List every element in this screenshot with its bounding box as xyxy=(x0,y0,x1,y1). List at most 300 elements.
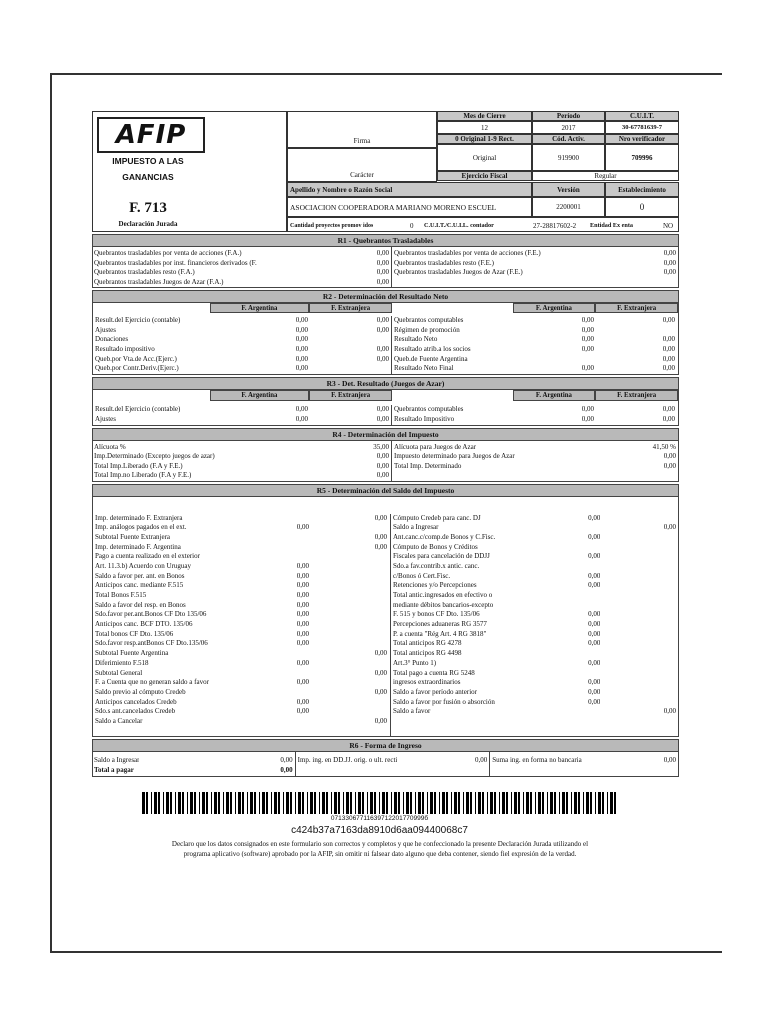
row-label: F. a Cuenta que no generan saldo a favor xyxy=(95,678,209,687)
barcode-bar xyxy=(199,792,200,814)
mes-cierre-label: Mes de Cierre xyxy=(437,111,532,121)
row-label: Sdo.favor resp.antBonos CF Dto.135/06 xyxy=(95,639,208,648)
row-label: Cómputo de Bonos y Créditos xyxy=(393,542,478,551)
barcode-bar xyxy=(314,792,316,814)
cuit-contador-label: C.U.I.T./C.U.I.L. contador xyxy=(424,222,494,229)
r3-title: R3 - Det. Resultado (Juegos de Azar) xyxy=(92,377,679,390)
row-value-total xyxy=(600,688,678,698)
barcode-bar xyxy=(262,792,265,814)
row-value: 0,00 xyxy=(376,471,389,479)
row-value: 0,00 xyxy=(663,268,676,276)
row-label: P. a cuenta "Rég Art. 4 RG 3818" xyxy=(393,629,487,638)
barcode-bar xyxy=(598,792,601,814)
row-value-total: 0,00 xyxy=(374,513,387,522)
row-value-partial: 0,00 xyxy=(296,639,309,648)
r6-body xyxy=(92,752,679,777)
row-value-total xyxy=(309,630,389,640)
form-row xyxy=(392,364,678,374)
r3-right-col xyxy=(392,405,678,424)
row-label: Pago a cuenta realizado en el exterior xyxy=(95,552,200,561)
form-row xyxy=(93,326,391,336)
form-row xyxy=(93,620,390,630)
barcode-bar xyxy=(463,792,464,814)
form-row xyxy=(93,562,390,572)
form-row xyxy=(93,543,390,553)
periodo-value: 2017 xyxy=(532,121,605,134)
row-label: Total Bonos F.515 xyxy=(95,591,147,599)
barcode-bar xyxy=(526,792,529,814)
r4-left-col xyxy=(93,441,392,481)
barcode-bar xyxy=(242,792,244,814)
form-row xyxy=(93,364,391,374)
barcode-bar xyxy=(142,792,145,814)
barcode-bar xyxy=(346,792,349,814)
r1-right-col xyxy=(392,247,678,287)
form-row xyxy=(93,649,390,659)
barcode-bar xyxy=(403,792,404,814)
nro-verif-label: Nro verificador xyxy=(605,134,679,144)
row-value-arg: 0,00 xyxy=(295,405,308,414)
disclaimer-line-2: programa aplicativo (software) aprobado por la AFIP, sin omitir ni falsear dato alguno que deba contener, siendo fiel expresión de la verdad. xyxy=(183,850,577,858)
r2-rows xyxy=(93,313,678,374)
row-value-arg: 0,00 xyxy=(581,316,594,324)
row-label: Quebrantos trasladables Juegos de Azar (F.A.) xyxy=(94,277,224,286)
row-label: c/Bonos ó Cert.Fisc. xyxy=(393,571,451,580)
form-row xyxy=(391,552,678,562)
version-value: 2200001 xyxy=(532,197,605,217)
form-header xyxy=(92,111,679,232)
barcode-bar xyxy=(547,792,548,814)
row-value: 0,00 xyxy=(376,249,389,257)
row-label: Queb.por Contr.Deriv.(Ejerc.) xyxy=(95,364,179,373)
row-value-arg: 0,00 xyxy=(581,364,594,373)
barcode-bar xyxy=(410,792,412,814)
row-label: F. 515 y bonos CF Dto. 135/06 xyxy=(393,610,480,619)
barcode-bar xyxy=(559,792,560,814)
barcode-bar xyxy=(247,792,248,814)
barcode-bar xyxy=(562,792,565,814)
header-bottom-row xyxy=(287,217,679,232)
row-value-total: 0,00 xyxy=(374,716,387,725)
form-row xyxy=(391,523,678,533)
form-row xyxy=(93,335,391,345)
row-value-partial xyxy=(546,591,600,601)
row-value-partial: 0,00 xyxy=(588,513,601,522)
row-label: Subtotal General xyxy=(95,668,143,677)
form-row xyxy=(93,630,390,640)
r2-col-ext-left: F. Extranjera xyxy=(309,303,392,313)
row-label: Resultado Neto Final xyxy=(394,364,454,373)
row-value-total xyxy=(309,698,389,708)
row-value: 0,00 xyxy=(376,277,389,286)
form-row xyxy=(394,259,676,269)
form-row xyxy=(94,249,389,259)
form-row xyxy=(94,452,389,462)
barcode-bar xyxy=(238,792,241,814)
row-value-partial: 0,00 xyxy=(588,620,601,629)
barcode-bar xyxy=(454,792,457,814)
form-row xyxy=(391,649,678,659)
barcode-bar xyxy=(350,792,352,814)
barcode-bar xyxy=(331,792,332,814)
barcode-bar xyxy=(586,792,589,814)
r6-saldo-cell xyxy=(93,752,296,776)
row-label: Total anticipos RG 4278 xyxy=(393,639,462,648)
row-value-total xyxy=(600,630,678,640)
row-value-partial: 0,00 xyxy=(588,571,601,580)
row-label: Ajustes xyxy=(95,325,116,334)
row-value-total xyxy=(309,552,389,562)
row-value-partial xyxy=(546,669,600,679)
firma-label: Firma xyxy=(353,137,371,145)
cod-activ-label: Cód. Activ. xyxy=(532,134,605,144)
r2-left-col xyxy=(93,316,392,374)
row-value-partial: 0,00 xyxy=(588,532,601,541)
r6-total-value: 0,00 xyxy=(280,765,293,774)
barcode-bar xyxy=(430,792,433,814)
barcode-bar xyxy=(571,792,572,814)
row-label: Quebrantos computables xyxy=(394,405,464,414)
row-label: Art. 11.3.b) Acuerdo con Uruguay xyxy=(95,561,191,570)
barcode-bar xyxy=(439,792,440,814)
barcode-bar xyxy=(538,792,541,814)
row-value-arg: 0,00 xyxy=(295,354,308,363)
r2-col-arg-right: F. Argentina xyxy=(513,303,596,313)
row-value-total: 0,00 xyxy=(374,542,387,551)
establecimiento-label: Establecimiento xyxy=(605,182,679,197)
barcode-bar xyxy=(326,792,328,814)
barcode-bar xyxy=(542,792,544,814)
tax-title-line-2: GANANCIAS xyxy=(122,172,174,182)
barcode-bar xyxy=(290,792,292,814)
form-row xyxy=(93,698,390,708)
row-value: 0,00 xyxy=(663,258,676,267)
row-label: Quebrantos trasladables resto (F.E.) xyxy=(393,258,494,267)
row-value-partial: 0,00 xyxy=(296,678,309,687)
barcode-bar xyxy=(223,792,224,814)
barcode-bar xyxy=(518,792,520,814)
form-row xyxy=(94,268,389,278)
row-value-total xyxy=(309,678,389,688)
barcode-bar xyxy=(602,792,604,814)
barcode-bar xyxy=(487,792,488,814)
row-value-ext: 0,00 xyxy=(662,316,675,324)
row-value-partial xyxy=(546,601,600,611)
row-value-total: 0,00 xyxy=(374,649,387,658)
barcode-bar xyxy=(466,792,469,814)
barcode-bar xyxy=(343,792,344,814)
row-label: Sdo.s ant.cancelados Credeb xyxy=(95,707,176,716)
form-row xyxy=(94,278,389,288)
row-value-partial xyxy=(253,514,309,524)
row-value-partial: 0,00 xyxy=(296,697,309,706)
barcode-bar xyxy=(475,792,476,814)
form-row xyxy=(391,591,678,601)
barcode-bar xyxy=(338,792,340,814)
row-value-total xyxy=(600,514,678,524)
barcode-bar xyxy=(254,792,256,814)
row-label: Fiscales para cancelación de DDJJ xyxy=(393,552,490,561)
row-value-partial: 0,00 xyxy=(588,552,601,561)
form-row xyxy=(391,707,678,717)
row-label: Diferimiento F.518 xyxy=(95,658,149,667)
row-label: Saldo a favor del resp. en Bonos xyxy=(95,600,186,609)
ejercicio-label: Ejercicio Fiscal xyxy=(437,171,532,181)
row-value-total xyxy=(600,572,678,582)
row-label: Imp. análogos pagados en el ext. xyxy=(95,523,187,532)
row-value: 0,00 xyxy=(376,268,389,276)
row-value: 41,50 % xyxy=(652,442,676,451)
barcode-bar xyxy=(214,792,217,814)
row-value-partial: 0,00 xyxy=(296,571,309,580)
row-label: Alícuota % xyxy=(94,442,126,451)
row-value-total xyxy=(600,620,678,630)
barcode-bar xyxy=(206,792,208,814)
form-row xyxy=(391,572,678,582)
row-label: ingresos extraordinarios xyxy=(393,678,461,687)
form-row xyxy=(392,326,678,336)
row-value-ext: 0,00 xyxy=(376,414,389,423)
barcode-bar xyxy=(211,792,212,814)
form-row xyxy=(93,639,390,649)
r5-body xyxy=(92,497,679,737)
row-value-ext: 0,00 xyxy=(376,354,389,363)
barcode-bar xyxy=(163,792,164,814)
r6-imp-value: 0,00 xyxy=(475,755,488,764)
barcode-number: 07133067711639712201770999б xyxy=(330,815,429,822)
row-label: Imp. determinado F. Extranjera xyxy=(95,513,183,522)
form-row xyxy=(93,669,390,679)
row-value-total xyxy=(309,707,389,717)
row-label: Alícuota para Juegos de Azar xyxy=(393,442,477,451)
row-value-ext: 0,00 xyxy=(662,364,675,373)
form-row xyxy=(391,620,678,630)
form-row xyxy=(93,688,390,698)
barcode-bar xyxy=(382,792,385,814)
barcode-bar xyxy=(322,792,325,814)
barcode-bar xyxy=(158,792,160,814)
row-label: Result.del Ejercicio (contable) xyxy=(95,405,181,414)
barcode-bar xyxy=(574,792,577,814)
r6-imp-cell xyxy=(296,752,491,776)
r2-right-col xyxy=(392,316,678,374)
form-row xyxy=(391,562,678,572)
form-row xyxy=(392,335,678,345)
row-value-total xyxy=(309,581,389,591)
r4-right-col xyxy=(392,441,678,481)
form-row xyxy=(93,678,390,688)
barcode-bar xyxy=(178,792,181,814)
row-value-ext: 0,00 xyxy=(662,335,675,344)
r4-title: R4 - Determinación del Impuesto xyxy=(92,428,679,441)
barcode-bar xyxy=(458,792,460,814)
barcode-bar xyxy=(374,792,376,814)
r5-title: R5 - Determinación del Saldo del Impuesto xyxy=(92,484,679,497)
barcode-bar xyxy=(226,792,229,814)
row-label: Result.del Ejercicio (contable) xyxy=(95,316,181,324)
row-label: Quebrantos trasladables Juegos de Azar (F.E.) xyxy=(393,268,523,276)
version-label: Versión xyxy=(532,182,605,197)
r3-left-col xyxy=(93,405,392,424)
row-value: 0,00 xyxy=(663,461,676,470)
form-row xyxy=(93,591,390,601)
barcode-bar xyxy=(434,792,436,814)
form-row xyxy=(94,471,389,481)
form-row xyxy=(391,639,678,649)
barcode-bar xyxy=(250,792,253,814)
establecimiento-value: 0 xyxy=(605,197,679,217)
row-value-partial: 0,00 xyxy=(296,707,309,716)
form-row xyxy=(391,698,678,708)
row-value-partial xyxy=(253,649,309,659)
form-row xyxy=(93,316,391,326)
barcode-bar xyxy=(194,792,196,814)
row-label: Resultado atrib.a los socios xyxy=(394,345,471,354)
form-row xyxy=(93,415,391,425)
form-row xyxy=(93,355,391,365)
form-row xyxy=(391,514,678,524)
r4-body xyxy=(92,441,679,482)
row-label: Ant.canc.c/comp.de Bonos y C.Fisc. xyxy=(393,532,496,541)
form-row xyxy=(93,581,390,591)
row-label: mediante débitos bancarios-excepto xyxy=(393,600,494,609)
row-label: Cómputo Credeb para canc. DJ xyxy=(393,513,481,522)
barcode-bar xyxy=(379,792,380,814)
r2-column-headers xyxy=(93,303,678,313)
barcode-bar xyxy=(274,792,277,814)
row-value-arg xyxy=(513,355,596,365)
row-value-partial xyxy=(253,669,309,679)
row-label: Quebrantos trasladables por venta de acciones (F.A.) xyxy=(94,249,242,257)
row-label: Imp. determinado F. Argentina xyxy=(95,542,181,551)
form-row xyxy=(93,345,391,355)
row-value-ext xyxy=(596,326,677,336)
row-value-partial: 0,00 xyxy=(296,600,309,609)
form-row xyxy=(94,462,389,472)
barcode-bar xyxy=(494,792,496,814)
barcode-bar xyxy=(422,792,424,814)
row-value-partial xyxy=(253,717,309,727)
form-row xyxy=(394,443,676,453)
form-row xyxy=(391,630,678,640)
row-value-total xyxy=(600,562,678,572)
mes-cierre-value: 12 xyxy=(437,121,532,134)
barcode-bar xyxy=(307,792,308,814)
row-label: Anticipos cancelados Credeb xyxy=(95,697,177,706)
r5-right-col xyxy=(391,514,678,736)
row-value-total xyxy=(600,533,678,543)
r3-col-ext-left: F. Extranjera xyxy=(309,390,392,401)
r3-rows xyxy=(93,401,678,424)
cant-proy-label: Cantidad proyectos promov idos xyxy=(290,223,374,229)
row-value-ext: 0,00 xyxy=(376,316,389,324)
barcode-bar xyxy=(398,792,400,814)
row-value-partial: 0,00 xyxy=(588,687,601,696)
r3-column-headers xyxy=(93,390,678,401)
row-value-total xyxy=(309,620,389,630)
barcode-bar xyxy=(554,792,556,814)
row-value-partial xyxy=(546,562,600,572)
cuit-contador-value: 27-28817602-2 xyxy=(533,222,577,230)
row-label: Total Imp.Liberado (F.A y F.E.) xyxy=(94,461,183,470)
row-value-partial: 0,00 xyxy=(588,610,601,619)
tax-title-line-1: IMPUESTO A LAS xyxy=(112,156,184,166)
row-value-arg: 0,00 xyxy=(295,316,308,324)
barcode-bar xyxy=(607,792,608,814)
row-value-partial: 0,00 xyxy=(588,658,601,667)
row-value-partial: 0,00 xyxy=(296,523,309,532)
row-label: Sdo.a fav.contrib.x antic. canc. xyxy=(393,561,480,570)
row-label: Resultado impositivo xyxy=(95,345,155,354)
row-value-partial: 0,00 xyxy=(296,629,309,638)
r1-body xyxy=(92,247,679,288)
row-value-ext: 0,00 xyxy=(662,405,675,414)
row-value-arg: 0,00 xyxy=(581,345,594,354)
form-identity-box xyxy=(92,111,287,232)
row-value-total xyxy=(600,581,678,591)
row-label: Total Imp.no Liberado (F.A y F.E.) xyxy=(94,471,192,479)
barcode-bar xyxy=(358,792,361,814)
barcode-bar xyxy=(230,792,232,814)
afip-logo: AFIP xyxy=(97,117,205,153)
form-subtitle: Declaración Jurada xyxy=(118,220,178,228)
row-value-total xyxy=(309,591,389,601)
barcode-bar xyxy=(427,792,428,814)
row-value-partial xyxy=(253,688,309,698)
barcode-bar xyxy=(451,792,452,814)
form-row xyxy=(93,572,390,582)
row-label: Anticipos canc. mediante F.515 xyxy=(95,581,184,590)
form-row xyxy=(392,316,678,326)
row-value-ext: 0,00 xyxy=(376,325,389,334)
barcode-bar xyxy=(610,792,613,814)
barcode-bar xyxy=(170,792,172,814)
r6-saldo-value: 0,00 xyxy=(280,755,293,764)
row-label: Quebrantos trasladables por venta de acciones (F.E.) xyxy=(393,249,541,257)
barcode-bar xyxy=(259,792,260,814)
form-sheet xyxy=(92,111,679,777)
barcode-bar xyxy=(182,792,184,814)
barcode-bar xyxy=(514,792,517,814)
row-label: Total Imp. Determinado xyxy=(393,461,462,470)
form-row xyxy=(93,610,390,620)
row-label: Queb.de Fuente Argentina xyxy=(394,354,468,363)
r3-col-arg-left: F. Argentina xyxy=(210,390,310,401)
form-row xyxy=(391,669,678,679)
barcode-bar xyxy=(614,792,616,814)
row-value-total xyxy=(309,562,389,572)
caracter-box xyxy=(287,148,437,182)
barcode-bar xyxy=(278,792,280,814)
form-row xyxy=(391,659,678,669)
r6-title: R6 - Forma de Ingreso xyxy=(92,739,679,752)
barcode-bar xyxy=(370,792,373,814)
barcode-bar xyxy=(442,792,445,814)
orig-rect-value: Original xyxy=(437,144,532,171)
row-value-ext: 0,00 xyxy=(662,414,675,423)
row-label: Total bonos CF Dto. 135/06 xyxy=(95,629,174,638)
row-label: Anticipos canc. BCF DTO. 135/06 xyxy=(95,620,193,629)
form-row xyxy=(94,443,389,453)
row-value-partial: 0,00 xyxy=(588,629,601,638)
barcode-bar xyxy=(319,792,320,814)
r6-imp-label: Imp. ing. en DD.JJ. orig. o ult. recti xyxy=(297,755,398,764)
barcode-bar xyxy=(550,792,553,814)
barcode-bar xyxy=(271,792,272,814)
verification-hash: c424b37a7163da8910d6aa09440068c7 xyxy=(291,825,468,836)
row-value-total xyxy=(309,601,389,611)
row-value-ext xyxy=(310,335,391,345)
